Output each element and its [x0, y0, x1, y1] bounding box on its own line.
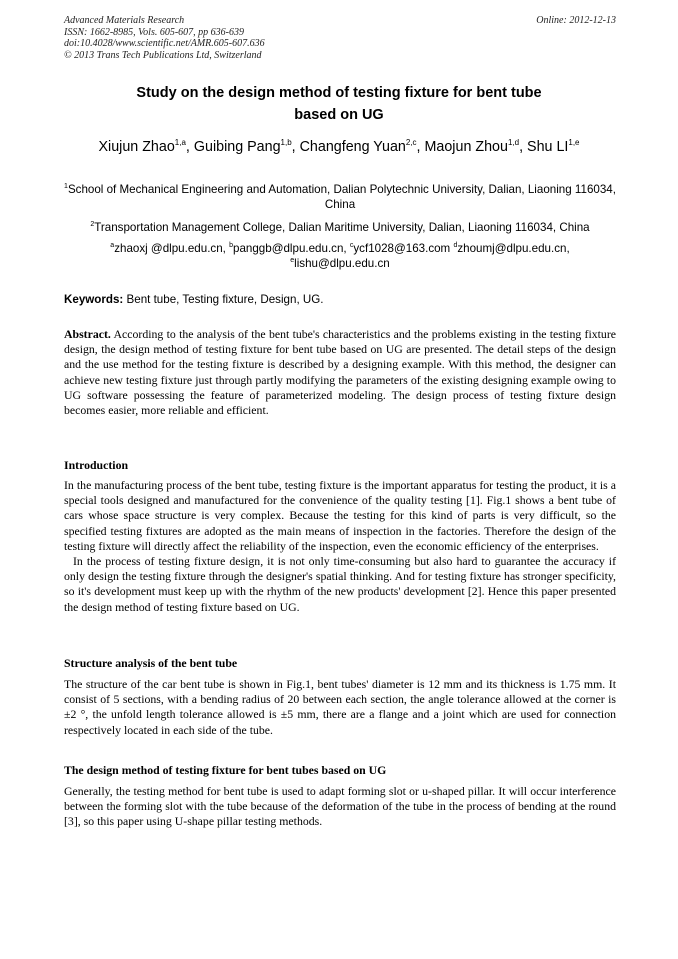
author-name: Xiujun Zhao [98, 139, 175, 155]
author-sep: , [291, 139, 300, 155]
paragraph: In the manufacturing process of the bent tube, testing fixture is the important apparatus for testing the product, it is a special tools designed and manufactured for the convenience of the quality testing [1]. Fig.1 shows a bent tube of cars whose space structure is very complex. Because the testing for this kind of parts is very difficult, so the specified testing fixtures are adopted as the main means of inspection in the factories. Therefore the design of the testing fixture will directly affect the reliability of the inspection, even the economic efficiency of the enterprises. [64, 478, 616, 553]
journal-header [64, 15, 616, 61]
author [425, 139, 528, 155]
copyright-line: © 2013 Trans Tech Publications Ltd, Switzerland [64, 49, 262, 61]
online-date: Online: 2012-12-13 [536, 15, 616, 26]
author-sup: 1,b [280, 138, 292, 147]
title-line-2: based on UG [294, 107, 384, 123]
keywords-text: Bent tube, Testing fixture, Design, UG. [126, 293, 324, 306]
email-sup: a [110, 242, 115, 249]
design-method-body: Generally, the testing method for bent tube is used to adapt forming slot or u-shaped pillar. It will occur interference between the forming slot with the tube because of the deformation of the tube in the process of bending at the round [3], so this paper using U-shape pillar testing methods. [64, 784, 616, 829]
affiliation-1 [64, 182, 616, 212]
author-sep: , [519, 139, 528, 155]
abstract-label: Abstract. [64, 327, 111, 341]
paragraph: In the process of testing fixture design, it is not only time-consuming but also hard to guarantee the accuracy if only design the testing fixture through the designer's spatial thinking. And for testing fixture has stronger specificity, so it's development must keep up with the rhythm of the new products' development [2]. Hence this paper presented the design method of testing fixture based on UG. [64, 554, 616, 614]
email-address[interactable]: zhaoxj @dlpu.edu.cn, [114, 242, 230, 255]
email-list [74, 241, 606, 271]
author-name: Maojun Zhou [424, 139, 508, 155]
abstract [64, 327, 616, 418]
doi-line: doi:10.4028/www.scientific.net/AMR.605-607.636 [64, 38, 265, 49]
affiliation-sup: 1 [64, 183, 68, 190]
author-name: Shu LI [527, 139, 569, 155]
affiliation-sup: 2 [90, 221, 95, 228]
journal-name: Advanced Materials Research [64, 15, 185, 26]
author-name: Guibing Pang [193, 139, 281, 155]
affiliation-text: Transportation Management College, Dalian Maritime University, Dalian, Liaoning 116034, China [94, 221, 590, 234]
paper-title [80, 82, 598, 126]
keywords-label: Keywords: [64, 293, 124, 306]
author [527, 139, 579, 155]
structure-body: The structure of the car bent tube is shown in Fig.1, bent tubes' diameter is 12 mm and its thickness is 1.75 mm. It consist of 5 sections, with a bending radius of 20 between each section, the angle tolerance allowed at the corner is ±2 °, the unfold length tolerance allowed is ±5 mm, there are a flange and a joint which are used for connection respectively located in each side of the tube. [64, 677, 616, 737]
email-address[interactable]: zhoumj@dlpu.edu.cn, [457, 242, 570, 255]
email-sup: e [290, 257, 295, 264]
author-sup: 1,a [174, 138, 186, 147]
email-address[interactable]: panggb@dlpu.edu.cn, [233, 242, 350, 255]
title-line-1: Study on the design method of testing fixture for bent tube [136, 85, 542, 101]
author-sup: 1,d [507, 138, 520, 147]
affiliation-2 [64, 220, 616, 235]
author-sup: 2,c [405, 138, 417, 147]
email-address[interactable]: lishu@dlpu.edu.cn [294, 257, 390, 270]
email-sup: c [349, 242, 354, 249]
author [98, 139, 193, 155]
section-heading-design-method: The design method of testing fixture for bent tubes based on UG [64, 763, 387, 777]
author-list [40, 138, 638, 156]
author [194, 139, 300, 155]
section-heading-introduction: Introduction [64, 458, 129, 472]
author [300, 139, 425, 155]
abstract-text: According to the analysis of the bent tube's characteristics and the problems existing in the testing fixture design, the design method of testing fixture for bent tube based on UG are presented. The detail steps of the design and the use method for the testing fixture is described by a designing example. With this method, the designer can achieve new testing fixture just through partly modifying the parameters of the existing designing example owing to UG software possessing the feature of parameterized modeling. The design process of testing fixture design becomes easier, more reliable and efficient. [64, 327, 616, 418]
author-sep: , [416, 139, 425, 155]
email-sup: d [453, 242, 458, 249]
introduction-body [64, 478, 616, 615]
issn-line: ISSN: 1662-8985, Vols. 605-607, pp 636-639 [64, 26, 244, 38]
affiliation-text: School of Mechanical Engineering and Automation, Dalian Polytechnic University, Dalian, Liaoning 116034, China [67, 183, 616, 211]
author-name: Changfeng Yuan [299, 139, 406, 155]
author-sup: 1,e [568, 138, 580, 147]
email-sup: b [229, 242, 234, 249]
email-address[interactable]: ycf1028@163.com [353, 242, 454, 255]
author-sep: , [185, 139, 194, 155]
section-heading-structure: Structure analysis of the bent tube [64, 656, 238, 670]
keywords [64, 292, 616, 307]
